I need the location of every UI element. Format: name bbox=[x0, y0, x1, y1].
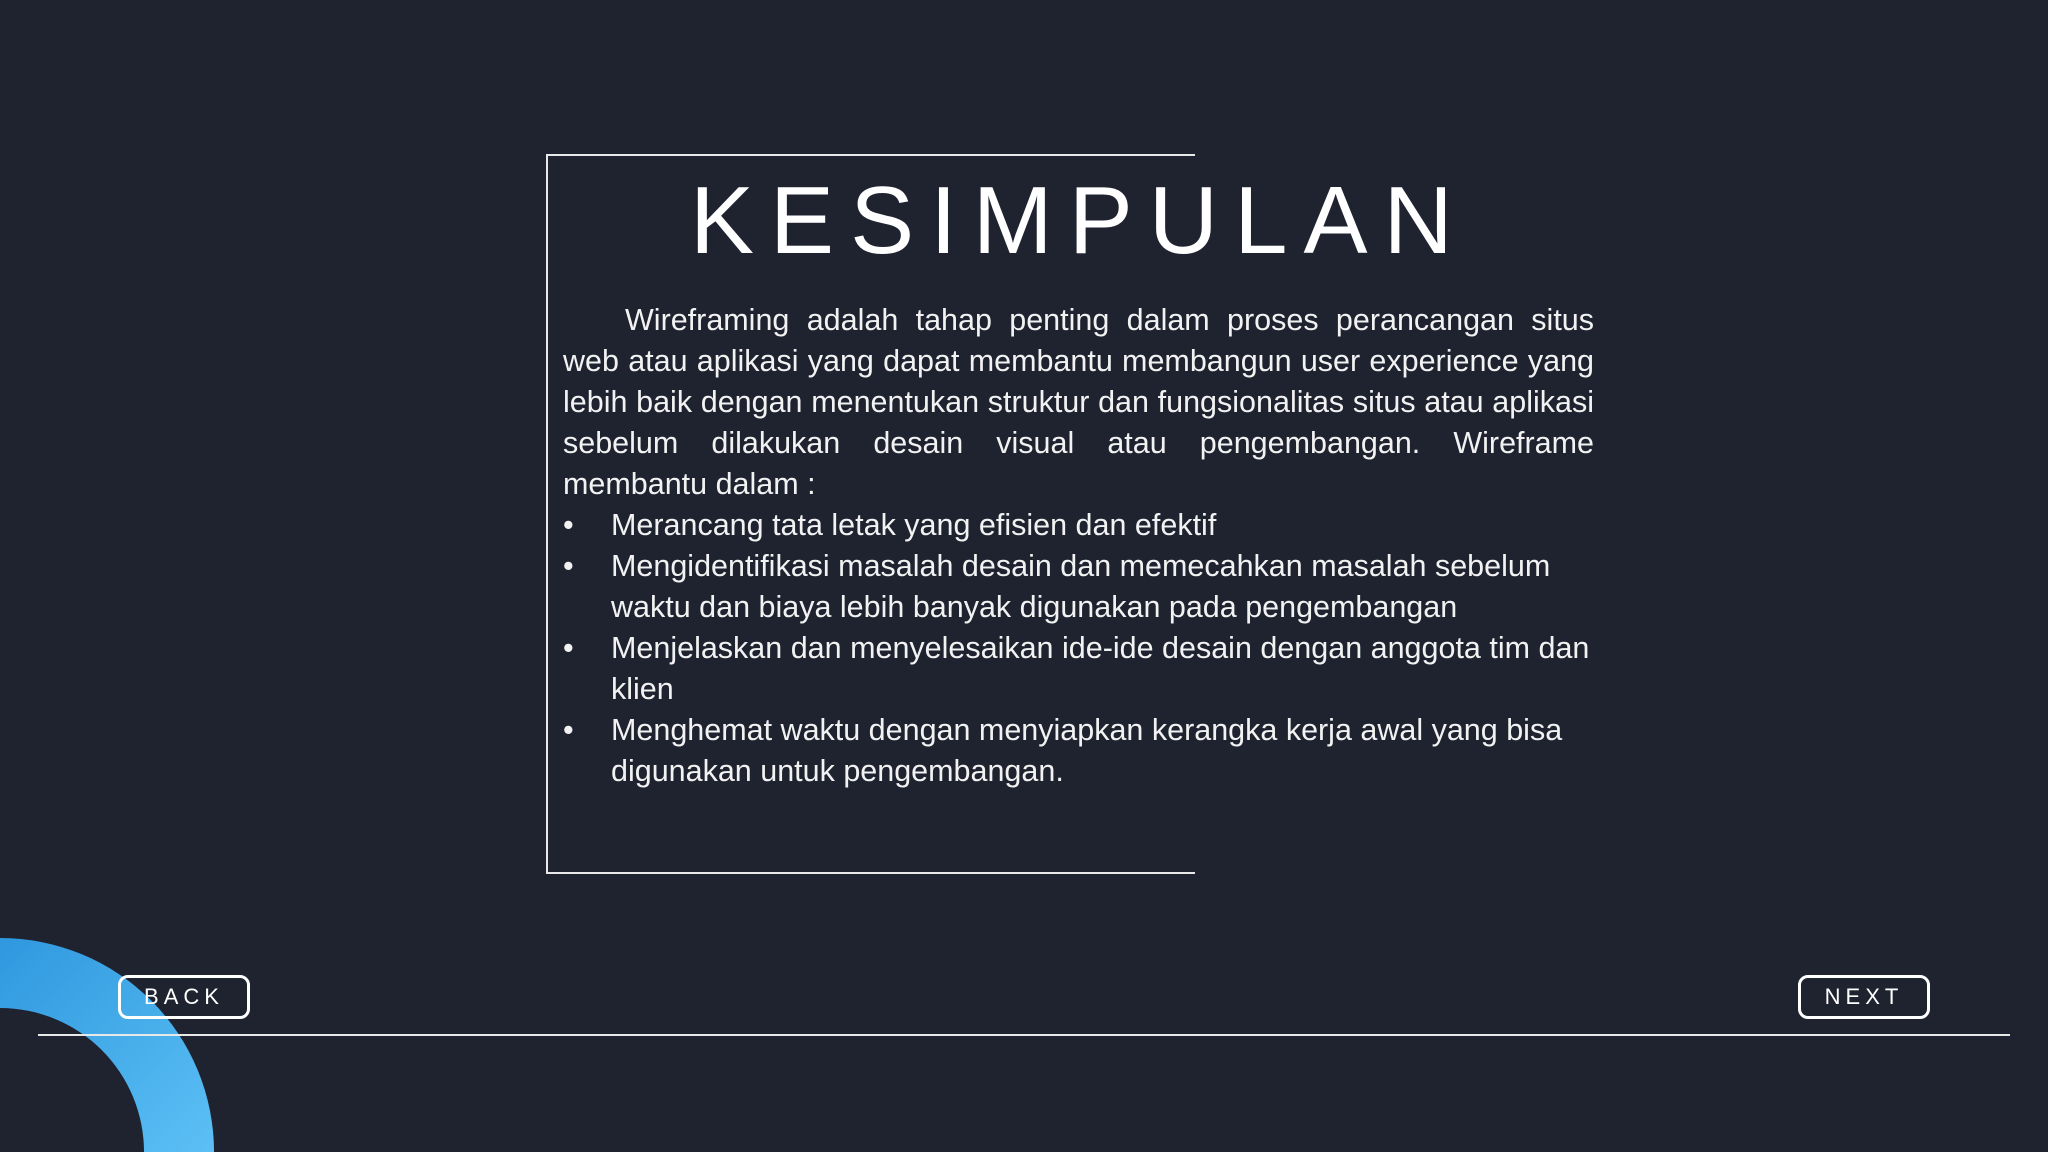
list-item bbox=[563, 546, 1594, 628]
list-item bbox=[563, 505, 1594, 546]
bullet-icon: • bbox=[563, 713, 574, 747]
list-item-text: Mengidentifikasi masalah desain dan memecahkan masalah sebelum waktu dan biaya lebih banyak digunakan pada pengembangan bbox=[611, 549, 1551, 624]
intro-paragraph: Wireframing adalah tahap penting dalam proses perancangan situs web atau aplikasi yang dapat membantu membangun user experience yang lebih baik dengan menentukan struktur dan fungsionalitas situs atau aplikasi sebelum dilakukan desain visual atau pengembangan. Wireframe membantu dalam : bbox=[563, 303, 1594, 501]
frame-bottom-border bbox=[546, 872, 1195, 874]
slide-content bbox=[563, 300, 1594, 792]
footer-divider bbox=[38, 1034, 2010, 1036]
list-item bbox=[563, 628, 1594, 710]
bullet-icon: • bbox=[563, 549, 574, 583]
bullet-icon: • bbox=[563, 631, 574, 665]
list-item bbox=[563, 710, 1594, 792]
bullet-icon: • bbox=[563, 508, 574, 542]
bullet-list bbox=[563, 505, 1594, 792]
list-item-text: Menghemat waktu dengan menyiapkan kerangka kerja awal yang bisa digunakan untuk pengembangan. bbox=[611, 713, 1563, 788]
back-button[interactable]: BACK bbox=[118, 975, 250, 1019]
list-item-text: Menjelaskan dan menyelesaikan ide-ide desain dengan anggota tim dan klien bbox=[611, 631, 1590, 706]
frame-left-border bbox=[546, 154, 548, 874]
list-item-text: Merancang tata letak yang efisien dan efektif bbox=[611, 508, 1217, 542]
slide-title: KESIMPULAN bbox=[690, 167, 1469, 274]
next-button[interactable]: NEXT bbox=[1798, 975, 1930, 1019]
frame-top-border bbox=[546, 154, 1195, 156]
